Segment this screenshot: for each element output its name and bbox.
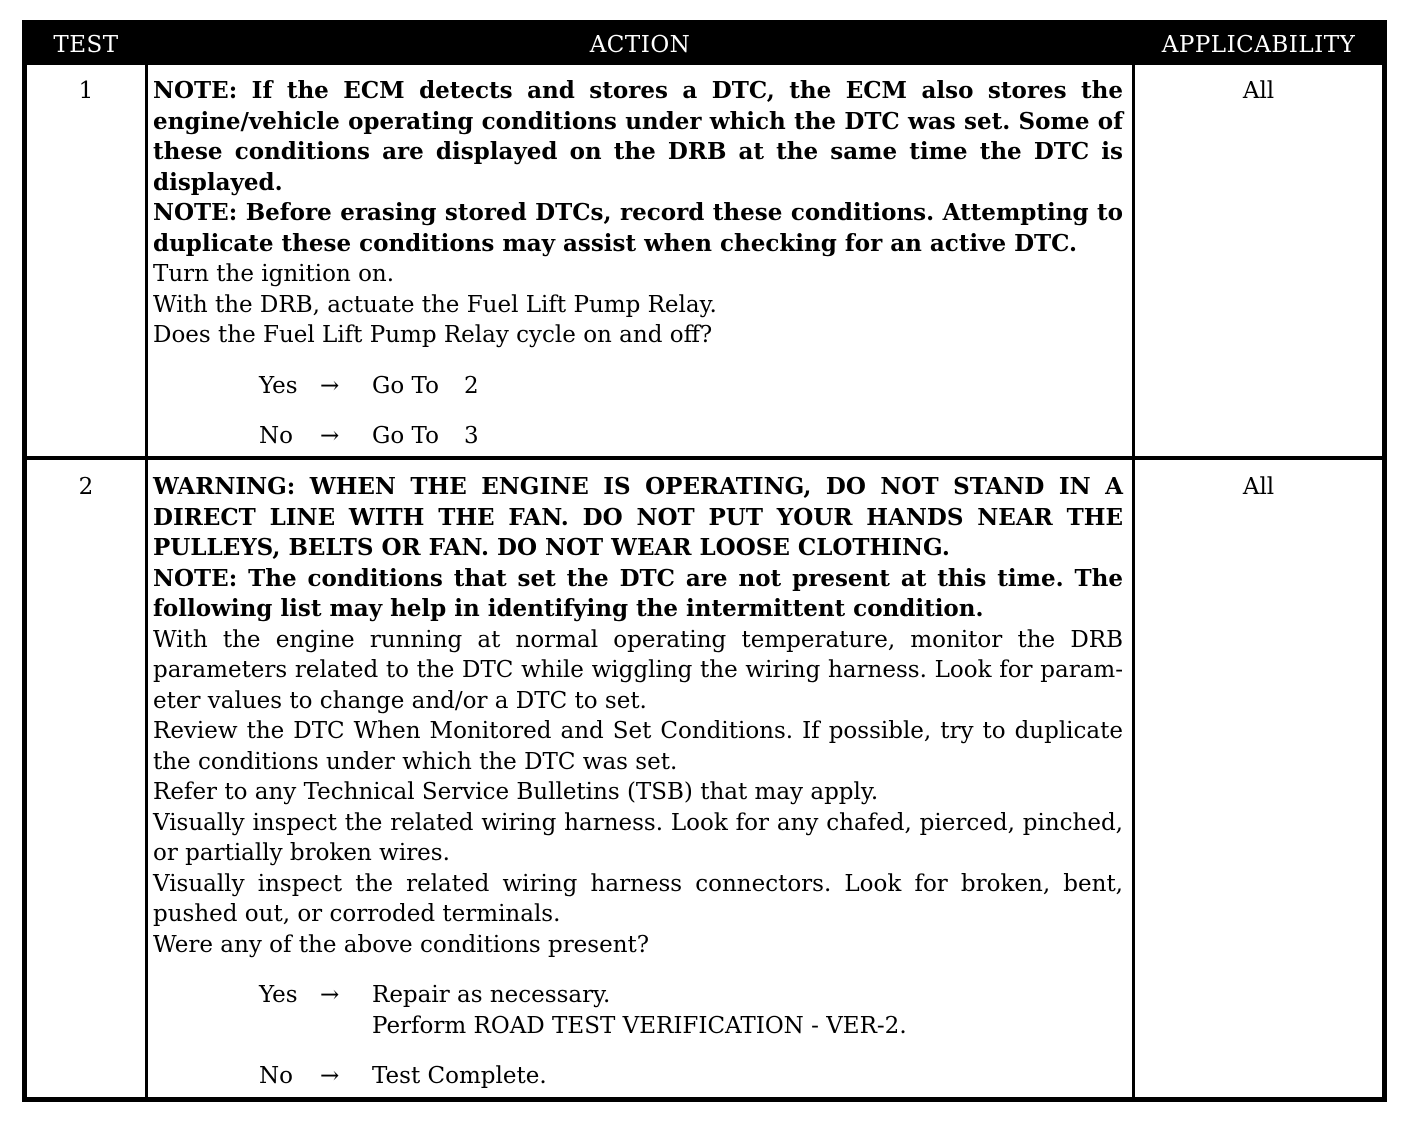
answer-label: No [259, 423, 293, 449]
step-text: Visually inspect the related wiring harness connectors. Look for broken, bent, pushed out, or corroded terminals. [153, 870, 1123, 927]
answer-result: Test Complete. [372, 1063, 547, 1089]
column-divider [145, 65, 148, 1102]
step-text: With the engine running at normal operating temperature, monitor the DRB parameters related to the DTC while wiggling the wiring harness. Look for parameter values to change and/or a DTC to set. [153, 626, 1123, 714]
row-divider [27, 456, 1382, 460]
answer-result: Perform ROAD TEST VERIFICATION - VER-2. [372, 1012, 907, 1039]
arrow-icon: → [320, 423, 340, 449]
arrow-icon: → [320, 372, 340, 399]
header-test: TEST [53, 32, 119, 58]
answer-yes-continued [153, 1011, 1123, 1042]
step-text: Visually inspect the related wiring harness. Look for any chafed, pierced, pinched, or partially broken wires. [153, 809, 1123, 866]
note: NOTE: If the ECM detects and stores a DTC, the ECM also stores the engine/vehicle operating conditions under which the DTC was set. Some of these conditions are displayed on the DRB at the same time the DTC is displayed. [153, 77, 1123, 196]
row1-action [153, 76, 1123, 452]
table-header [27, 25, 1382, 65]
warning: WARNING: WHEN THE ENGINE IS OPERATING, DO NOT STAND IN A DIRECT LINE WITH THE FAN. DO NOT PUT YOUR HANDS NEAR THE PULLEYS, BELTS OR FAN. DO NOT WEAR LOOSE CLOTHING. [153, 473, 1123, 561]
row1-test-number: 1 [78, 78, 94, 104]
answer-target: 3 [464, 423, 479, 449]
row2-test-number: 2 [78, 474, 94, 500]
answer-yes [153, 980, 1123, 1011]
answer-target: 2 [464, 372, 479, 399]
answer-label: No [259, 1063, 293, 1089]
step-text: Turn the ignition on. [153, 261, 395, 287]
arrow-icon: → [320, 982, 340, 1008]
row1-applicability: All [1242, 78, 1275, 104]
answer-no [153, 421, 1123, 452]
row2-applicability: All [1242, 474, 1275, 500]
answer-yes [153, 371, 1123, 402]
step-text: Were any of the above conditions present? [153, 931, 650, 958]
answer-label: Yes [259, 372, 298, 399]
answer-result: Go To [372, 372, 439, 399]
step-text: With the DRB, actuate the Fuel Lift Pump Relay. [153, 291, 717, 318]
step-text: Review the DTC When Monitored and Set Conditions. If possible, try to duplicate the conditions under which the DTC was set. [153, 718, 1123, 775]
answer-result: Repair as necessary. [372, 982, 611, 1008]
header-action: ACTION [589, 32, 691, 58]
step-text: Refer to any Technical Service Bulletins (TSB) that may apply. [153, 779, 879, 805]
diagnostic-table [22, 20, 1387, 1102]
header-applicability: APPLICABILITY [1161, 32, 1356, 58]
answer-no [153, 1061, 1123, 1092]
answer-label: Yes [259, 982, 298, 1008]
answer-result: Go To [372, 423, 439, 449]
row2-action [153, 472, 1123, 1092]
note: NOTE: Before erasing stored DTCs, record these conditions. Attempting to duplicate these conditions may assist when checking for an active DTC. [153, 199, 1123, 257]
arrow-icon: → [320, 1063, 340, 1089]
step-text: Does the Fuel Lift Pump Relay cycle on and off? [153, 322, 713, 348]
note: NOTE: The conditions that set the DTC are not present at this time. The following list may help in identifying the intermittent condition. [153, 564, 1123, 622]
column-divider [1132, 65, 1135, 1102]
